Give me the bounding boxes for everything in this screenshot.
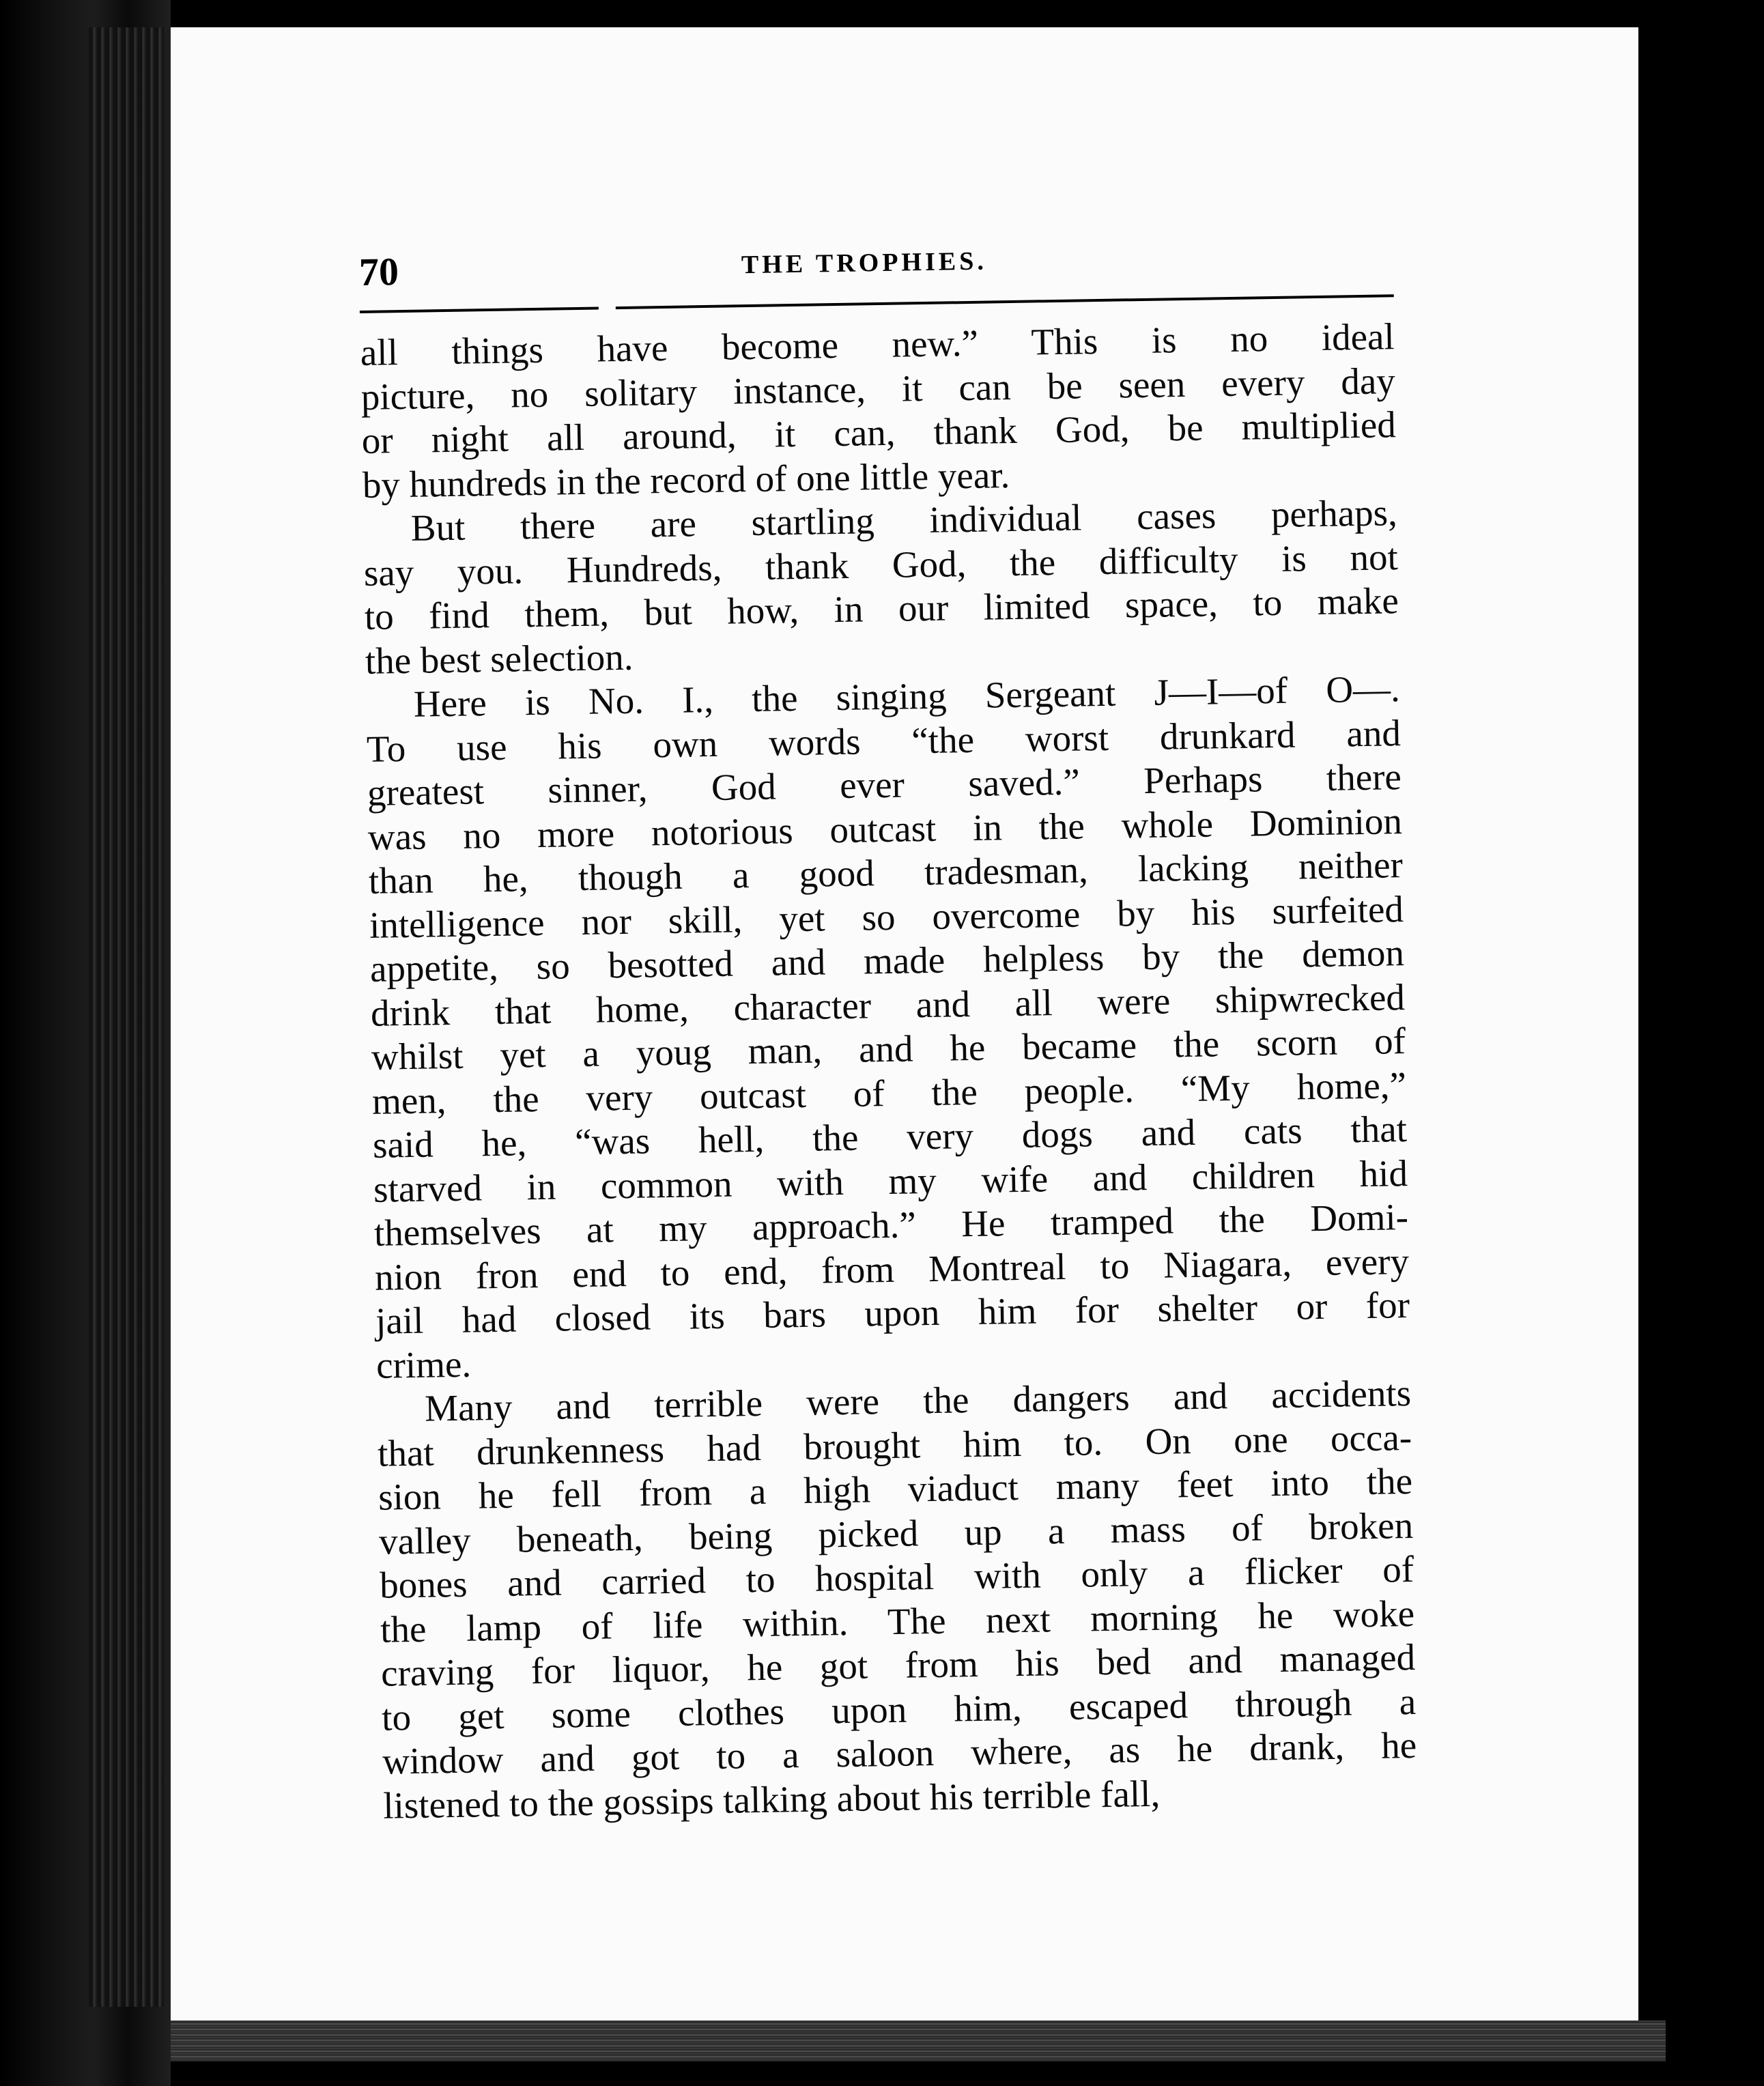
text-line: picture, no solitary instance, it can be seen every day (360, 359, 1396, 418)
text-line: was no more notorious outcast in the whole Dominion (367, 799, 1403, 858)
text-line: To use his own words “the worst drunkard and (366, 711, 1402, 770)
paragraph (360, 315, 1397, 507)
text-line: all things have become new.” This is no ideal (360, 315, 1395, 373)
text-line: starved in common with my wife and children hid (373, 1152, 1408, 1210)
text-line: nion fron end to end, from Montreal to Niagara, every (374, 1240, 1410, 1298)
text-line: to get some clothes upon him, escaped through a (381, 1680, 1417, 1739)
paragraph (362, 491, 1399, 683)
text-line: by hundreds in the record of one little year. (362, 453, 1010, 506)
text-line: whilst yet a youg man, and he became the scorn of (371, 1020, 1406, 1078)
printed-page (171, 27, 1638, 2020)
text-line: Here is No. I., the singing Sergeant J—I—of O—. (413, 668, 1401, 725)
body-text (360, 315, 1417, 1828)
text-line: than he, though a good tradesman, lacking neither (368, 844, 1404, 902)
text-line: jail had closed its bars upon him for shelter or for (375, 1284, 1410, 1342)
text-line: drink that home, character and all were shipwrecked (370, 975, 1406, 1034)
text-line: crime. (375, 1343, 472, 1386)
text-line: Many and terrible were the dangers and accidents (424, 1371, 1412, 1429)
header-rule (360, 306, 599, 313)
text-line: appetite, so besotted and made helpless by the demon (369, 932, 1405, 990)
text-line: said he, “was hell, the very dogs and cats that (372, 1108, 1408, 1166)
text-line: the lamp of life within. The next morning he woke (380, 1592, 1415, 1651)
facing-page-edge (1618, 0, 1764, 2086)
text-line: listened to the gossips talking about his terrible fall, (382, 1772, 1161, 1827)
text-line: But there are startling individual cases perhaps, (410, 491, 1398, 549)
spine-binding-edges (89, 27, 164, 2007)
text-line: men, the very outcast of the people. “My home,” (371, 1063, 1407, 1122)
text-line: to find them, but how, in our limited space, to make (364, 580, 1399, 638)
text-line: intelligence nor skill, yet so overcome by his surfeited (369, 887, 1404, 946)
paragraph (377, 1371, 1418, 1828)
page-header (358, 212, 1404, 311)
text-line: valley beneath, being picked up a mass of broken (378, 1504, 1414, 1562)
text-line: the best selection. (365, 635, 634, 682)
text-line: window and got to a saloon where, as he drank, he (382, 1724, 1417, 1782)
text-line: sion he fell from a high viaduct many feet into the (378, 1459, 1413, 1518)
text-line: greatest sinner, God ever saved.” Perhaps there (367, 756, 1402, 814)
text-line: that drunkenness had brought him to. On one occa- (377, 1416, 1412, 1474)
paragraph (365, 667, 1410, 1388)
text-line: bones and carried to hospital with only a flicker of (379, 1547, 1414, 1606)
text-line: or night all around, it can, thank God, be multiplied (361, 403, 1397, 461)
text-line: themselves at my approach.” He tramped the Domi- (373, 1196, 1409, 1254)
book-spine (0, 0, 171, 2086)
stacked-page-edges (171, 2020, 1666, 2061)
text-line: say you. Hundreds, thank God, the difficulty is not (363, 535, 1399, 594)
running-head: THE TROPHIES. (741, 246, 988, 280)
text-line: craving for liquor, he got from his bed and managed (380, 1635, 1416, 1694)
page-content (358, 212, 1417, 1827)
header-rule (616, 294, 1394, 309)
page-number: 70 (358, 249, 399, 294)
